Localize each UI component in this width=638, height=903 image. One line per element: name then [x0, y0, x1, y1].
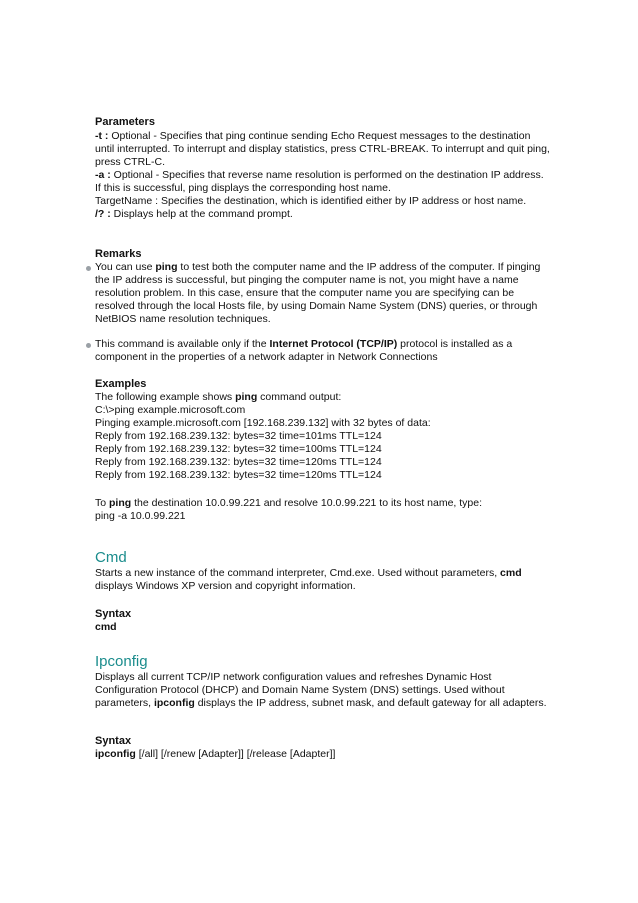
example-line: Pinging example.microsoft.com [192.168.239.132] with 32 bytes of data: — [95, 417, 431, 429]
cmd-syntax — [95, 608, 550, 634]
example-line: Reply from 192.168.239.132: bytes=32 time=120ms TTL=124 — [95, 456, 382, 468]
to-pre: To — [95, 497, 110, 509]
examples-intro-post: command output: — [257, 391, 342, 403]
ipconfig-syntax-heading: Syntax — [95, 735, 132, 747]
to-post: the destination 10.0.99.221 and resolve 10.0.99.221 to its host name, type: — [131, 497, 483, 509]
cmd-desc-post: displays Windows XP version and copyright information. — [95, 580, 356, 592]
cmd-syntax-heading: Syntax — [95, 608, 132, 620]
cmd-desc-pre: Starts a new instance of the command interpreter, Cmd.exe. Used without parameters, — [95, 567, 501, 579]
ipconfig-desc-pre: Displays all current TCP/IP network configuration values and refreshes Dynamic Host Configuration Protocol (DHCP) and Domain Name System (DNS) settings. Used without parameters, — [95, 671, 505, 709]
remark-2-pre: This command is available only if the — [95, 338, 270, 350]
examples-section — [95, 378, 550, 482]
to-cmd: ping -a 10.0.99.221 — [95, 510, 186, 522]
parameters-heading: Parameters — [95, 116, 155, 128]
to-bold: ping — [109, 497, 132, 509]
remark-1-pre: You can use — [95, 261, 156, 273]
remark-2 — [95, 338, 550, 364]
remark-1-post: to test both the computer name and the IP address of the computer. If pinging the IP address is successful, but pinging the computer name is not, you might have a name resolution problem. In this case, ensure that the computer name you are specifying can be resolved through the local Hosts file, by using Domain Name System (DNS) queries, or through NetBIOS name resolution techniques. — [95, 261, 541, 325]
param-t-key: -t : — [95, 130, 109, 142]
example-line: Reply from 192.168.239.132: bytes=32 time=101ms TTL=124 — [95, 430, 382, 442]
ipconfig-title: Ipconfig — [95, 653, 148, 670]
remark-1-bold: ping — [155, 261, 178, 273]
param-help — [95, 208, 550, 221]
ipconfig-section — [95, 653, 550, 710]
param-a-text: Optional - Specifies that reverse name resolution is performed on the destination IP address. If this is successful, ping displays the corresponding host name. — [95, 169, 544, 194]
ipconfig-desc-bold: ipconfig — [153, 697, 195, 709]
remarks-heading-block — [95, 248, 550, 261]
cmd-syntax-text: cmd — [95, 621, 117, 633]
ipconfig-syntax-bold: ipconfig — [95, 748, 136, 760]
param-a-key: -a : — [95, 169, 111, 181]
ipconfig-desc-post: displays the IP address, subnet mask, and default gateway for all adapters. — [194, 697, 547, 709]
param-a — [95, 169, 550, 195]
bullet-icon — [86, 266, 91, 271]
example-line: Reply from 192.168.239.132: bytes=32 time=100ms TTL=124 — [95, 443, 382, 455]
param-target: TargetName : Specifies the destination, which is identified either by IP address or host name. — [95, 195, 527, 207]
ipconfig-syntax-rest: [/all] [/renew [Adapter]] [/release [Adapter]] — [135, 748, 336, 760]
param-t — [95, 130, 550, 169]
param-t-text: Optional - Specifies that ping continue sending Echo Request messages to the destination until interrupted. To interrupt and display statistics, press CTRL-BREAK. To interrupt and quit ping, press CTRL-C. — [95, 130, 550, 168]
examples-intro-pre: The following example shows — [95, 391, 236, 403]
examples-heading: Examples — [95, 378, 147, 390]
ipconfig-desc — [95, 671, 550, 710]
examples-intro — [95, 391, 550, 404]
examples-ping-a — [95, 497, 550, 523]
cmd-desc-bold: cmd — [500, 567, 522, 579]
remarks-heading: Remarks — [95, 248, 142, 260]
remark-2-post: protocol is installed as a component in the properties of a network adapter in Network Connections — [95, 338, 513, 363]
examples-intro-bold: ping — [235, 391, 258, 403]
example-line: C:\>ping example.microsoft.com — [95, 404, 246, 416]
cmd-title: Cmd — [95, 549, 127, 566]
parameters-section — [95, 116, 550, 221]
param-help-text: Displays help at the command prompt. — [110, 208, 293, 220]
example-line: Reply from 192.168.239.132: bytes=32 time=120ms TTL=124 — [95, 469, 382, 481]
remark-2-bold: Internet Protocol (TCP/IP) — [269, 338, 398, 350]
bullet-icon — [86, 343, 91, 348]
cmd-desc — [95, 567, 550, 593]
ipconfig-syntax — [95, 735, 550, 761]
param-help-key: /? : — [95, 208, 111, 220]
cmd-section — [95, 549, 550, 593]
remark-1 — [95, 261, 550, 326]
